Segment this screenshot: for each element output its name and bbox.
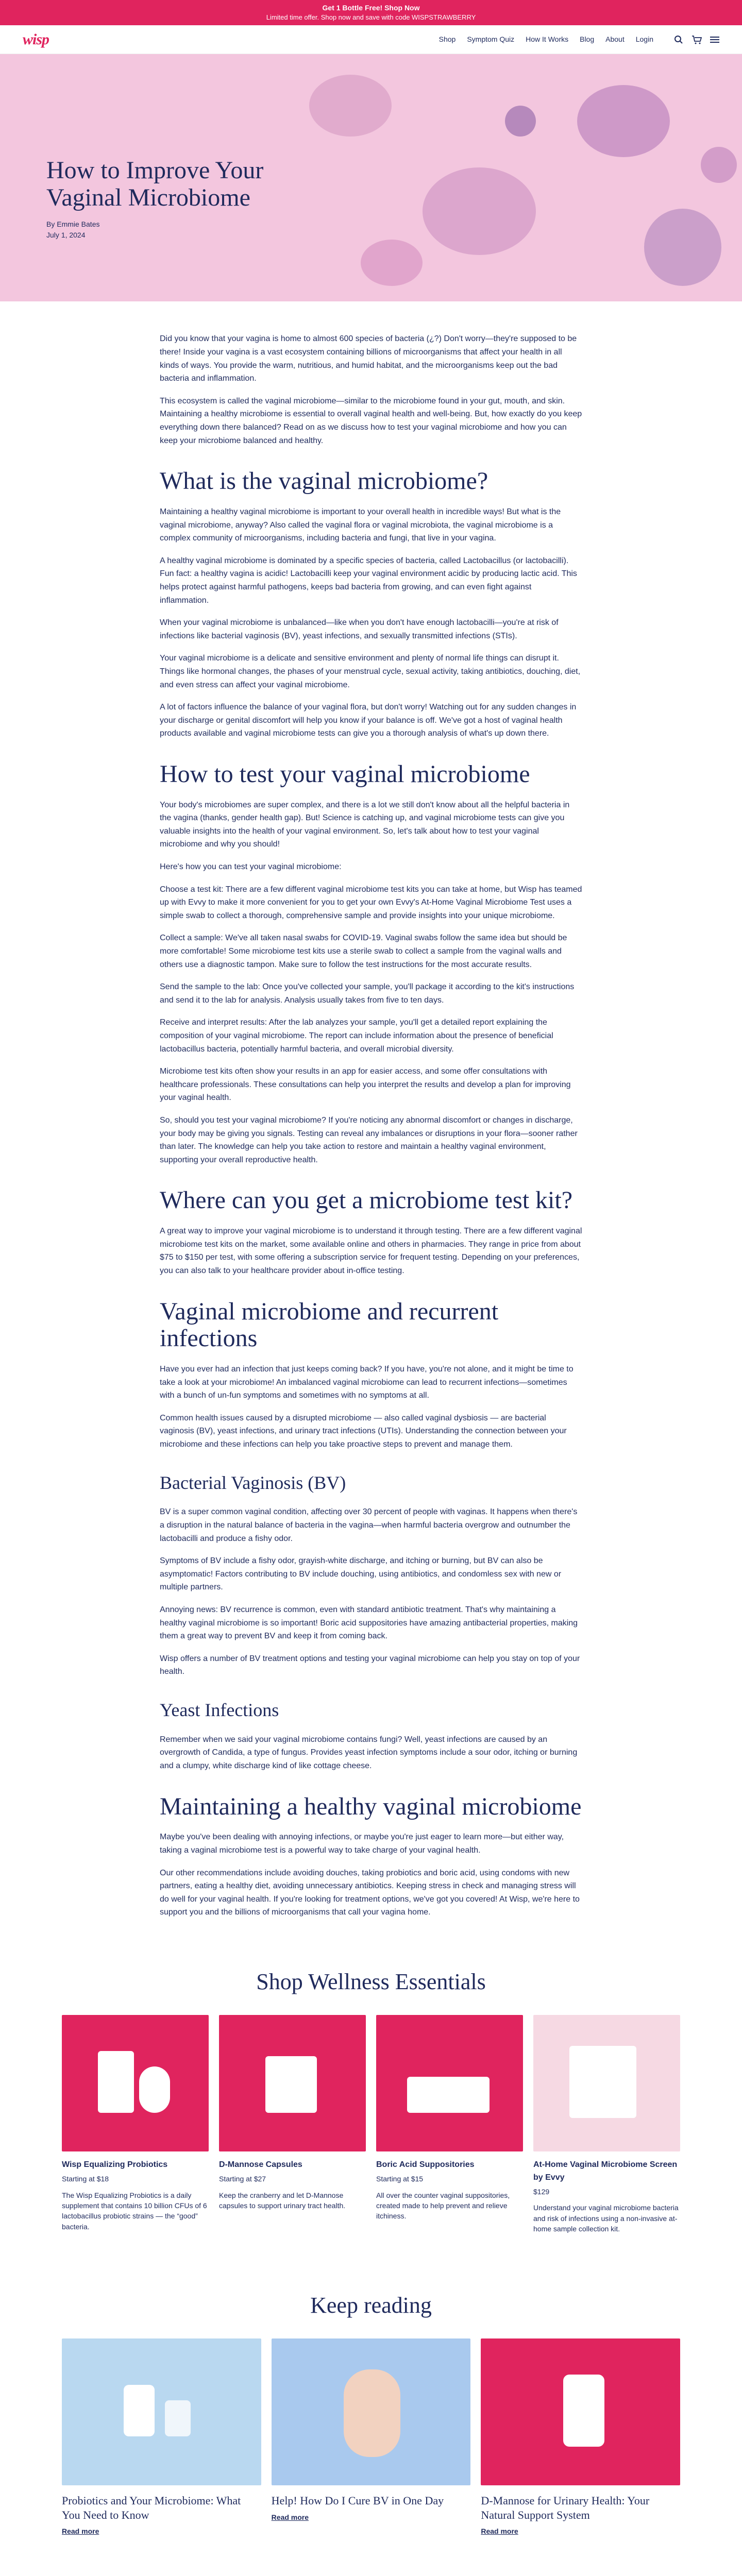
- announcement-bar[interactable]: [0, 0, 742, 25]
- paragraph: Remember when we said your vaginal microbiome contains fungi? Well, yeast infections are caused by an overgrowth of Candida, a type of fungus. Provides yeast infection symptoms include a sour odor, itching or burning and a clumpy, white discharge kind of like cottage cheese.: [160, 1735, 578, 1770]
- product-desc: Understand your vaginal microbiome bacteria and risk of infections using a non-invasive at-home sample collection kit.: [533, 2204, 679, 2233]
- section-heading: What is the vaginal microbiome?: [160, 467, 488, 495]
- keep-reading-grid: [62, 2338, 680, 2565]
- paragraph: Send the sample to the lab: Once you've collected your sample, you'll package it according to the kit's instructions and send it to the lab for analysis. Analysis usually takes from five to ten days.: [160, 982, 575, 1005]
- product-name[interactable]: Wisp Equalizing Probiotics: [62, 2160, 168, 2170]
- subsection-heading: Bacterial Vaginosis (BV): [160, 1472, 346, 1493]
- product-image[interactable]: [219, 2015, 366, 2151]
- read-more-link[interactable]: Read more: [62, 2527, 99, 2536]
- paragraph: Collect a sample: We've all taken nasal swabs for COVID-19. Vaginal swabs follow the same idea but should be more comfortable! Some microbiome test kits use a sterile swab to collect a sample from the vaginal walls and others use a diagnostic tampon. Make sure to follow the test instructions for the most accurate results.: [160, 934, 567, 969]
- product-name[interactable]: Boric Acid Suppositories: [376, 2160, 475, 2170]
- section-heading: Vaginal microbiome and recurrent infections: [160, 1297, 499, 1352]
- hero-microbe-decoration: [701, 147, 737, 183]
- paragraph: Your vaginal microbiome is a delicate and sensitive environment and plenty of normal life things can disrupt it. Things like hormonal changes, the phases of your menstrual cycle, sexual activity, taking antibiotics, douching, diet, and even stress can affect your vaginal microbiome.: [160, 654, 581, 689]
- paragraph: A great way to improve your vaginal microbiome is to understand it through testing. There are a few different vaginal microbiome test kits on the market, some available online and others in pharmacies. They range in price from about $75 to $150 per test, with some offering a subscription service for frequent testing. Depending on your preferences, you can also talk to your healthcare provider about in-office testing.: [160, 1227, 582, 1275]
- product-price: Starting at $27: [219, 2174, 266, 2183]
- product-price: $129: [533, 2187, 550, 2196]
- paragraph: So, should you test your vaginal microbiome? If you're noticing any abnormal discomfort or changes in discharge, your body may be giving you signals. Testing can reveal any imbalances or disruptions in your flora—sooner rather than later. The knowledge can help you take action to restore and maintain a healthy vaginal environment, supporting your overall reproductive health.: [160, 1115, 578, 1164]
- product-image[interactable]: [62, 2015, 209, 2151]
- paragraph: Wisp offers a number of BV treatment options and testing your vaginal microbiome can help you stay on top of your health.: [160, 1654, 580, 1676]
- section-heading: How to test your vaginal microbiome: [160, 760, 530, 788]
- announcement-headline: Get 1 Bottle Free! Shop Now: [322, 4, 420, 12]
- nav-icons: [674, 32, 719, 47]
- article-card-image[interactable]: [62, 2338, 261, 2485]
- announcement-subtext: Limited time offer. Shop now and save with code WISPSTRAWBERRY: [266, 13, 476, 21]
- article-author: By Emmie Bates: [46, 220, 100, 229]
- product-card[interactable]: [376, 2015, 523, 2257]
- hero-microbe-decoration: [361, 240, 423, 286]
- paragraph: This ecosystem is called the vaginal microbiome—similar to the microbiome found in your gut, mouth, and skin. Maintaining a healthy microbiome is essential to overall vaginal health and well-being. But, how exactly do you keep everything down there balanced? Read on as we discuss how to test your vaginal microbiome and how you can keep your microbiome balanced and healthy.: [160, 396, 582, 445]
- nav-link-shop[interactable]: Shop: [439, 35, 456, 44]
- cart-icon[interactable]: [692, 32, 702, 47]
- search-icon[interactable]: [674, 32, 683, 47]
- product-image[interactable]: [376, 2015, 523, 2151]
- paragraph: When your vaginal microbiome is unbalanced—like when you don't have enough lactobacilli—you're at risk of infections like bacterial vaginosis (BV), yeast infections, and sexually transmitted infections (STIs).: [160, 618, 559, 640]
- article-date: July 1, 2024: [46, 231, 86, 240]
- product-desc: The Wisp Equalizing Probiotics is a daily supplement that contains 10 billion CFUs of 6 lactobacillus probiotic strains — the “good” bacteria.: [62, 2191, 207, 2231]
- keep-reading-section: [62, 2288, 680, 2565]
- article-card[interactable]: [62, 2338, 261, 2565]
- nav-link-about[interactable]: About: [605, 35, 625, 44]
- article-meta: [46, 219, 273, 241]
- hero-microbe-decoration: [644, 209, 721, 286]
- section-heading: Maintaining a healthy vaginal microbiome: [160, 1792, 582, 1820]
- nav-link-blog[interactable]: Blog: [580, 35, 595, 44]
- paragraph: Have you ever had an infection that just keeps coming back? If you have, you're not alone, and it might be time to take a look at your microbiome! An imbalanced vaginal microbiome can lead to recurrent infections—sometimes with a bunch of un-fun symptoms and sometimes with no symptoms at all.: [160, 1365, 574, 1400]
- article-card-title[interactable]: Help! How Do I Cure BV in One Day: [271, 2494, 444, 2507]
- read-more-link[interactable]: Read more: [271, 2513, 309, 2521]
- hero-text: [46, 157, 273, 241]
- product-image[interactable]: [533, 2015, 680, 2151]
- product-card[interactable]: [533, 2015, 680, 2257]
- page-title: How to Improve Your Vaginal Microbiome: [46, 157, 264, 212]
- product-name[interactable]: D-Mannose Capsules: [219, 2160, 302, 2170]
- keep-reading-title: Keep reading: [310, 2293, 432, 2318]
- product-desc: Keep the cranberry and let D-Mannose capsules to support urinary tract health.: [219, 2191, 346, 2210]
- article-card-image[interactable]: [481, 2338, 680, 2485]
- section-heading: Where can you get a microbiome test kit?: [160, 1187, 573, 1214]
- hero-microbe-decoration: [577, 85, 670, 157]
- paragraph: Choose a test kit: There are a few different vaginal microbiome test kits you can take at home, but Wisp has teamed up with Evvy to make it more convenient for you to get your own Evvy's At-Home Vaginal Microbiome Test uses a simple swab to collect a thorough, comprehensive sample and provide insights into your unique microbiome.: [160, 885, 582, 920]
- article-card-title[interactable]: D-Mannose for Urinary Health: Your Natural Support System: [481, 2494, 650, 2521]
- nav-links: [439, 34, 653, 45]
- nav-link-how-it-works[interactable]: How It Works: [526, 35, 569, 44]
- hero-microbe-decoration: [309, 75, 392, 137]
- shop-title: Shop Wellness Essentials: [256, 1969, 486, 1994]
- article-card[interactable]: [481, 2338, 680, 2565]
- read-more-link[interactable]: Read more: [481, 2527, 518, 2536]
- paragraph: A healthy vaginal microbiome is dominated by a specific species of bacteria, called Lactobacillus (or lactobacilli). Fun fact: a healthy vagina is acidic! Lactobacilli keep your vaginal environment acidic by producing lactic acid. This helps protect against harmful pathogens, keeps bad bacteria from growing, and can even fight against inflammation.: [160, 556, 577, 605]
- nav-link-login[interactable]: Login: [635, 35, 653, 44]
- product-card[interactable]: [62, 2015, 209, 2257]
- paragraph: Our other recommendations include avoiding douches, taking probiotics and boric acid, using condoms with new partners, eating a healthy diet, avoiding unnecessary antibiotics. Keeping stress in check and managing stress will do well for your vaginal health. If you're looking for treatment options, we've got you covered! At Wisp, we're here to support you and the billions of microorganisms that call your vagina home.: [160, 1868, 580, 1917]
- paragraph: A lot of factors influence the balance of your vaginal flora, but don't worry! Watching out for any sudden changes in your discharge or genital discomfort will help you know if your balance is off. We've got a host of vaginal health products available and vaginal microbiome tests can give you a thorough analysis of what's up down there.: [160, 703, 577, 738]
- paragraph: Microbiome test kits often show your results in an app for easier access, and some offer consultations with healthcare professionals. These consultations can help you interpret the results and develop a plan for improving your vaginal health.: [160, 1067, 571, 1103]
- product-desc: All over the counter vaginal suppositories, created made to help prevent and relieve itchiness.: [376, 2191, 510, 2221]
- subsection-heading: Yeast Infections: [160, 1700, 279, 1720]
- product-price: Starting at $18: [62, 2174, 109, 2183]
- product-name[interactable]: At-Home Vaginal Microbiome Screen by Evvy: [533, 2160, 678, 2182]
- paragraph: Receive and interpret results: After the lab analyzes your sample, you'll get a detailed report explaining the composition of your vaginal microbiome. The report can include information about the presence of beneficial lactobacillus bacteria, potentially harmful bacteria, and overall microbial diversity.: [160, 1018, 553, 1054]
- paragraph: Symptoms of BV include a fishy odor, grayish-white discharge, and itching or burning, but BV can also be asymptomatic! Factors contributing to BV include douching, using antibiotics, and condomless sex with new or multiple partners.: [160, 1556, 562, 1592]
- article-body: [160, 301, 582, 1949]
- shop-section: [62, 1964, 680, 2257]
- paragraph: Maybe you've been dealing with annoying infections, or maybe you're just eager to learn more—but either way, taking a vaginal microbiome test is a powerful way to take charge of your vaginal health.: [160, 1833, 564, 1855]
- paragraph: Here's how you can test your vaginal microbiome:: [160, 862, 342, 872]
- product-card[interactable]: [219, 2015, 366, 2257]
- paragraph: Common health issues caused by a disrupted microbiome — also called vaginal dysbiosis — are bacterial vaginosis (BV), yeast infections, and urinary tract infections (UTIs). Understanding the connection between your microbiome and these infections can help you take proactive steps to prevent and manage them.: [160, 1413, 567, 1449]
- article-card[interactable]: [272, 2338, 471, 2565]
- top-nav: [0, 25, 742, 54]
- menu-icon[interactable]: [710, 32, 719, 47]
- paragraph: Did you know that your vagina is home to almost 600 species of bacteria (¿?) Don't worry—they're supposed to be there! Inside your vagina is a vast ecosystem containing billions of microorganisms that affect your health in all kinds of ways. You provide the warm, nutritious, and humid habitat, and the microorganisms keep out the bad bacteria and inflammation.: [160, 334, 577, 383]
- paragraph: Maintaining a healthy vaginal microbiome is important to your overall health in incredible ways! But what is the vaginal microbiome, anyway? Also called the vaginal flora or vaginal microbiota, the vaginal microbiome is a complex community of microorganisms, including bacteria and fungi, that live in your vagina.: [160, 507, 561, 543]
- paragraph: Annoying news: BV recurrence is common, even with standard antibiotic treatment. That's why maintaining a healthy vaginal microbiome is so important! Boric acid suppositories have amazing antibacterial properties, making them a great way to prevent BV and keep it from coming back.: [160, 1605, 578, 1641]
- hero: [0, 54, 742, 301]
- nav-link-symptom-quiz[interactable]: Symptom Quiz: [467, 35, 515, 44]
- hero-microbe-decoration: [505, 106, 536, 137]
- article-card-image[interactable]: [272, 2338, 471, 2485]
- paragraph: Your body's microbiomes are super complex, and there is a lot we still don't know about all the helpful bacteria in the vagina (thanks, gender health gap). But! Science is catching up, and vaginal microbiome tests can give you valuable insights into the health of your vaginal environment. So, let's talk about how to test your vaginal microbiome and why you should!: [160, 800, 570, 849]
- hero-microbe-decoration: [423, 167, 536, 255]
- paragraph: BV is a super common vaginal condition, affecting over 30 percent of people with vaginas. It happens when there's a disruption in the natural balance of bacteria in the vagina—when harmful bacteria overgrow and outnumber the lactobacilli and produce a fishy odor.: [160, 1507, 578, 1543]
- wisp-logo[interactable]: wisp: [23, 30, 49, 48]
- article-card-title[interactable]: Probiotics and Your Microbiome: What You Need to Know: [62, 2494, 241, 2521]
- product-grid: [62, 2015, 680, 2257]
- product-price: Starting at $15: [376, 2174, 424, 2183]
